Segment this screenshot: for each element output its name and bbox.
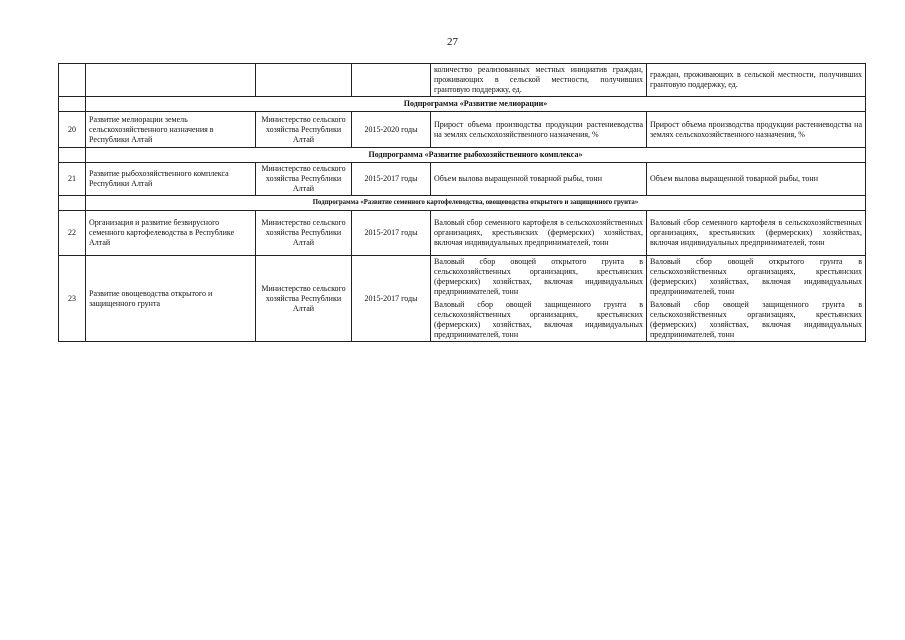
row-organization: Министерство сельского хозяйства Республики Алтай <box>256 256 352 342</box>
row-organization: Министерство сельского хозяйства Республики Алтай <box>256 211 352 256</box>
row-current-indicator <box>431 163 647 196</box>
row-current-indicator <box>431 211 647 256</box>
cell-num <box>59 64 86 97</box>
row-current-indicator <box>431 112 647 148</box>
row-current-indicator <box>431 256 647 342</box>
cell-target-indicator: граждан, проживающих в сельской местности, получивших грантовую поддержку, ед. <box>647 64 866 97</box>
subprogram-title: Подпрограмма «Развитие рыбохозяйственного комплекса» <box>86 148 866 163</box>
subprogram-header <box>59 148 866 163</box>
row-number: 21 <box>59 163 86 196</box>
table-row <box>59 163 866 196</box>
table-row <box>59 112 866 148</box>
row-number: 20 <box>59 112 86 148</box>
table-row <box>59 256 866 342</box>
indicator-text: Валовый сбор овощей открытого грунта в сельскохозяйственных организациях, крестьянских (фермерских) хозяйствах, включая индивидуальных предпринимателей, тонн <box>650 257 862 296</box>
row-target-indicator <box>647 112 866 148</box>
row-number: 23 <box>59 256 86 342</box>
indicator-text: Объем вылова выращенной товарной рыбы, тонн <box>650 174 818 183</box>
row-period: 2015-2017 годы <box>352 163 431 196</box>
indicator-text: Прирост объема производства продукции растениеводства на землях сельскохозяйственного назначения, % <box>434 119 643 139</box>
indicator-text: Прирост объема производства продукции растениеводства на землях сельскохозяйственного назначения, % <box>650 119 862 139</box>
row-period: 2015-2020 годы <box>352 112 431 148</box>
row-target-indicator <box>647 256 866 342</box>
row-period: 2015-2017 годы <box>352 256 431 342</box>
cell-period <box>352 64 431 97</box>
row-name: Развитие рыбохозяйственного комплекса Республики Алтай <box>86 163 256 196</box>
cell-org <box>256 64 352 97</box>
indicator-text: Валовый сбор овощей открытого грунта в сельскохозяйственных организациях, крестьянских (фермерских) хозяйствах, включая индивидуальных предпринимателей, тонн <box>434 257 643 296</box>
indicator-text: Валовый сбор овощей защищенного грунта в сельскохозяйственных организациях, крестьянских (фермерских) хозяйствах, включая индивидуальных предпринимателей, тонн <box>434 300 643 339</box>
indicator-text: Валовый сбор семенного картофеля в сельскохозяйственных организациях, крестьянских (фермерских) хозяйствах, включая индивидуальных предпринимателей, тонн <box>650 218 862 247</box>
cell-num <box>59 97 86 112</box>
row-name: Развитие мелиорации земель сельскохозяйственного назначения в Республики Алтай <box>86 112 256 148</box>
subprogram-header <box>59 97 866 112</box>
row-target-indicator <box>647 163 866 196</box>
cell-name <box>86 64 256 97</box>
row-organization: Министерство сельского хозяйства Республики Алтай <box>256 163 352 196</box>
indicator-text: Объем вылова выращенной товарной рыбы, тонн <box>434 174 602 183</box>
subprogram-title: Подпрограмма «Развитие семенного картофелеводства, овощеводства открытого и защищенного грунта» <box>86 196 866 211</box>
row-period: 2015-2017 годы <box>352 211 431 256</box>
row-organization: Министерство сельского хозяйства Республики Алтай <box>256 112 352 148</box>
subprogram-header <box>59 196 866 211</box>
row-name: Организация и развитие безвирусного семенного картофелеводства в Республике Алтай <box>86 211 256 256</box>
row-number: 22 <box>59 211 86 256</box>
row-target-indicator <box>647 211 866 256</box>
page-number: 27 <box>447 36 458 48</box>
table-row <box>59 211 866 256</box>
program-table <box>58 63 866 342</box>
indicator-text: Валовый сбор овощей защищенного грунта в сельскохозяйственных организациях, крестьянских (фермерских) хозяйствах, включая индивидуальных предпринимателей, тонн <box>650 300 862 339</box>
indicator-text: Валовый сбор семенного картофеля в сельскохозяйственных организациях, крестьянских (фермерских) хозяйствах, включая индивидуальных предпринимателей, тонн <box>434 218 643 247</box>
cell-current-indicator: количество реализованных местных инициатив граждан, проживающих в сельской местности, получивших грантовую поддержку, ед. <box>431 64 647 97</box>
cell-num <box>59 148 86 163</box>
continuation-row <box>59 64 866 97</box>
cell-num <box>59 196 86 211</box>
subprogram-title: Подпрограмма «Развитие мелиорации» <box>86 97 866 112</box>
row-name: Развитие овощеводства открытого и защищенного грунта <box>86 256 256 342</box>
